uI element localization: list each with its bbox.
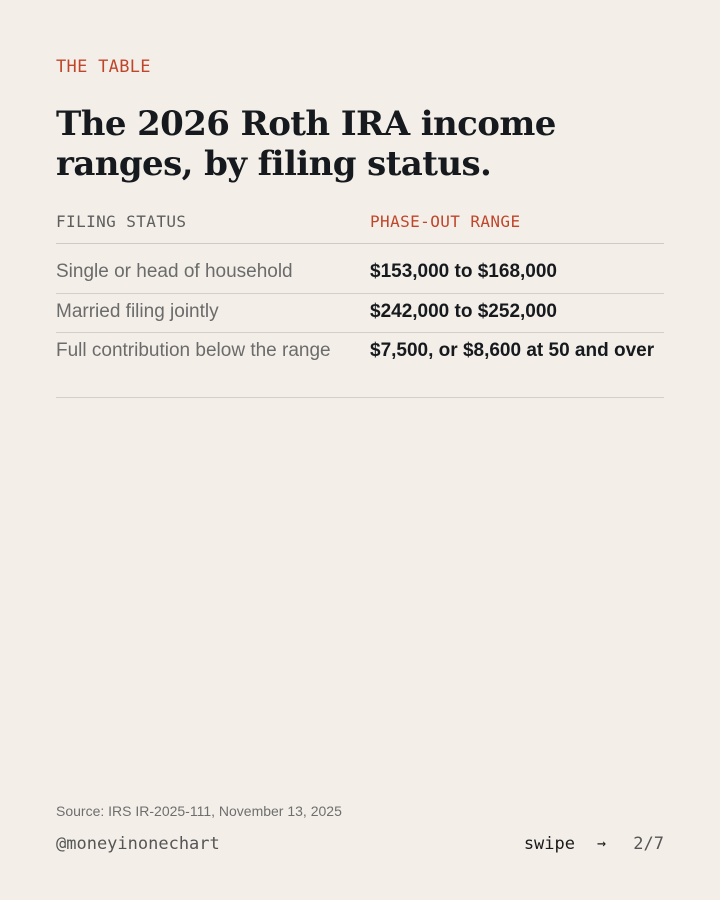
filing-status-cell: Single or head of household: [56, 261, 293, 282]
table-row: [56, 294, 664, 333]
page-indicator: 2/7: [633, 834, 664, 854]
table-header: [56, 208, 664, 244]
table-row: [56, 244, 664, 294]
arrow-right-icon: →: [596, 834, 606, 852]
header-phase-out-range: PHASE-OUT RANGE: [370, 212, 521, 231]
income-range-table: [56, 208, 664, 398]
header-filing-status: FILING STATUS: [56, 212, 187, 231]
filing-status-cell: Married filing jointly: [56, 301, 219, 322]
swipe-label: swipe: [523, 834, 575, 854]
eyebrow-label: THE TABLE: [56, 57, 151, 77]
filing-status-cell: Full contribution below the range: [56, 340, 331, 361]
footer: [56, 834, 664, 856]
phase-out-range-cell: $153,000 to $168,000: [370, 261, 557, 282]
account-handle: @moneyinonechart: [56, 834, 220, 854]
phase-out-range-cell: $242,000 to $252,000: [370, 301, 557, 322]
page-title: The 2026 Roth IRA income ranges, by filing status.: [56, 104, 556, 184]
table-row: [56, 333, 664, 398]
source-note: Source: IRS IR-2025-111, November 13, 2025: [56, 803, 342, 819]
phase-out-range-cell: $7,500, or $8,600 at 50 and over: [370, 340, 655, 361]
